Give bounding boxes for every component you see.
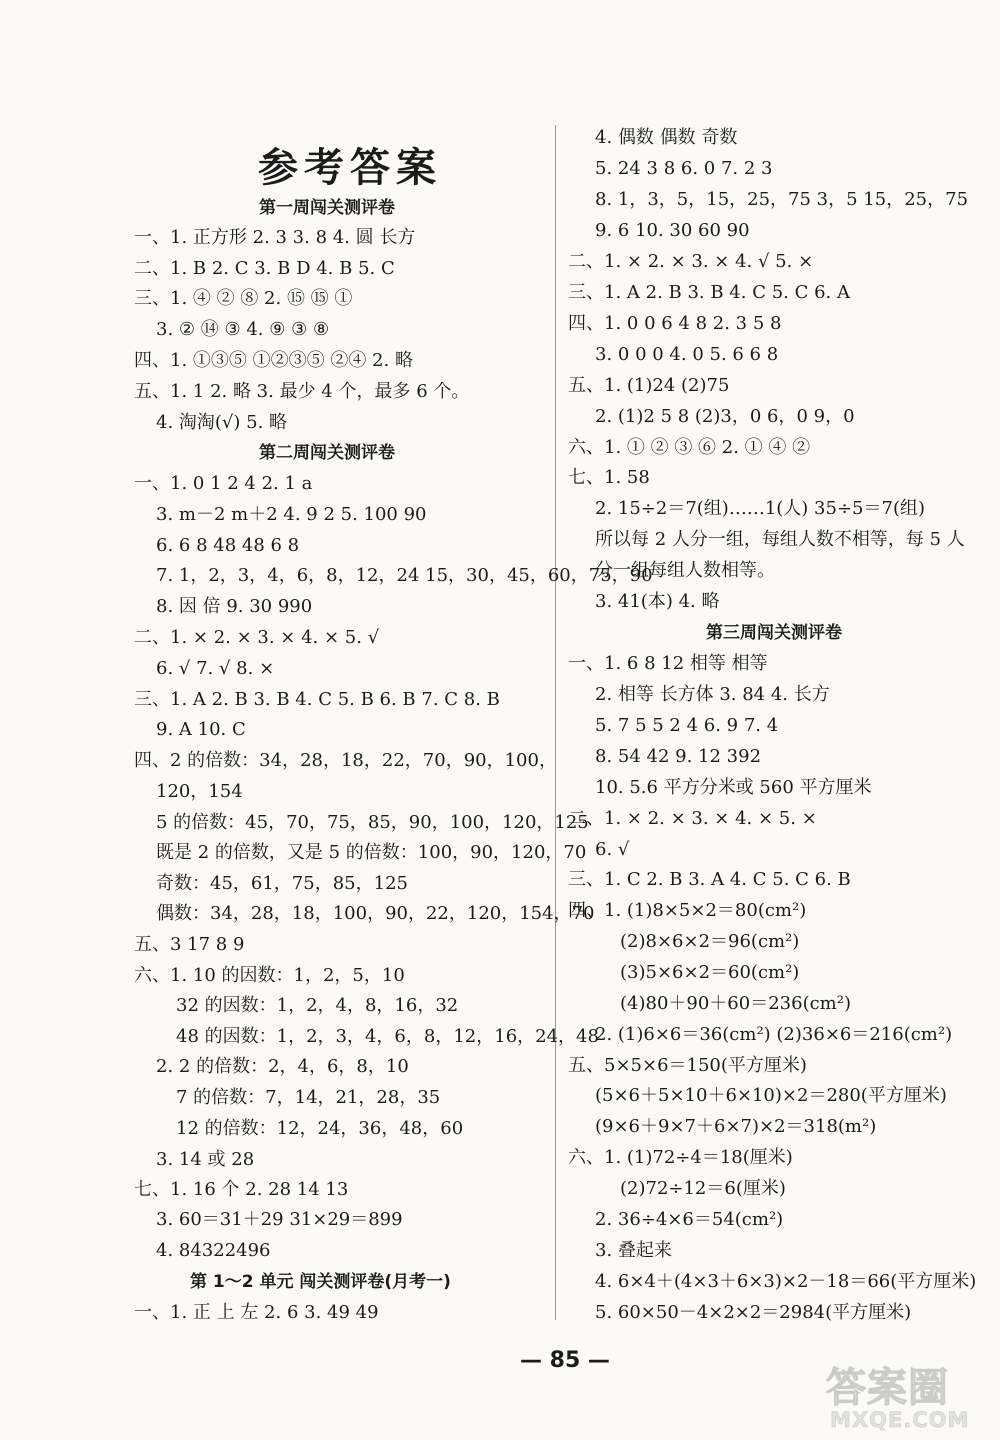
answer-line: 3. 41(本) 4. 略: [595, 591, 720, 612]
answer-line: 五、3 17 8 9: [134, 934, 245, 955]
answer-line: 6. √: [595, 839, 630, 860]
answer-line: 2. 15÷2＝7(组)……1(人) 35÷5＝7(组): [595, 498, 925, 519]
answer-line: 四、1. (1)8×5×2＝80(cm²): [568, 900, 807, 921]
answer-line: (4)80＋90＋60＝236(cm²): [620, 993, 851, 1014]
answer-line: 三、1. A 2. B 3. B 4. C 5. B 6. B 7. C 8. B: [134, 689, 500, 710]
answer-line: 分一组每组人数相等。: [595, 560, 775, 581]
answer-line: 七、1. 58: [568, 467, 650, 488]
answer-line: 2. 36÷4×6＝54(cm²): [595, 1209, 784, 1230]
answer-line: 六、1. (1)72÷4＝18(厘米): [568, 1147, 793, 1168]
answer-line: 奇数：45，61，75，85，125: [156, 873, 408, 894]
column-divider: [555, 125, 556, 1320]
answer-line: 七、1. 16 个 2. 28 14 13: [134, 1179, 349, 1200]
answer-line: 2. (1)6×6＝36(cm²) (2)36×6＝216(cm²): [595, 1024, 953, 1045]
answer-line: 一、1. 正方形 2. 3 3. 8 4. 圆 长方: [134, 227, 416, 248]
answer-line: 五、5×5×6＝150(平方厘米): [568, 1055, 807, 1076]
answer-line: 8. 1，3，5，15，25，75 3，5 15，25，75: [595, 189, 969, 210]
answer-line: 120，154: [156, 781, 243, 802]
answer-line: 6. √ 7. √ 8. ×: [156, 658, 275, 679]
answer-line: 一、1. 正 上 左 2. 6 3. 49 49: [134, 1302, 379, 1323]
answer-line: 三、1. ④ ② ⑧ 2. ⑮ ⑮ ①: [134, 288, 353, 309]
answer-line: 四、1. ①③⑤ ①②③⑤ ②④ 2. 略: [134, 350, 413, 371]
answer-line: 9. 6 10. 30 60 90: [595, 220, 750, 241]
answer-line: 偶数：34，28，18，100，90，22，120，154，70: [156, 903, 595, 924]
section-heading-week3: 第三周闯关测评卷: [706, 623, 842, 643]
answer-line: 4. 6×4＋(4×3＋6×3)×2－18＝66(平方厘米): [595, 1271, 977, 1292]
answer-line: 3. m－2 m＋2 4. 9 2 5. 100 90: [156, 504, 427, 525]
answer-line: 五、1. 1 2. 略 3. 最少 4 个，最多 6 个。: [134, 381, 470, 402]
answer-line: 12 的倍数：12，24，36，48，60: [176, 1118, 464, 1139]
page-number: — 85 —: [520, 1348, 610, 1373]
section-heading-unit1-2: 第 1～2 单元 闯关测评卷(月考一): [190, 1272, 451, 1292]
answer-line: (2)72÷12＝6(厘米): [620, 1178, 786, 1199]
answer-line: 二、1. × 2. × 3. × 4. × 5. √: [134, 627, 380, 648]
answer-line: 所以每 2 人分一组，每组人数不相等，每 5 人: [595, 529, 965, 550]
answer-line: 3. 14 或 28: [156, 1149, 255, 1170]
watermark-url: MXQE.COM: [830, 1408, 970, 1432]
answer-line: (3)5×6×2＝60(cm²): [620, 962, 800, 983]
answer-line: (5×6＋5×10＋6×10)×2＝280(平方厘米): [595, 1085, 947, 1106]
answer-line: 6. 6 8 48 48 6 8: [156, 535, 300, 556]
answer-line: 既是 2 的倍数，又是 5 的倍数：100，90，120，70: [156, 842, 587, 863]
page-title: 参考答案: [258, 144, 442, 191]
answer-line: 3. 0 0 0 4. 0 5. 6 6 8: [595, 344, 779, 365]
answer-line: 四、2 的倍数：34，28，18，22，70，90，100，: [134, 750, 557, 771]
answer-line: 9. A 10. C: [156, 719, 246, 740]
answer-line: 六、1. ① ② ③ ⑥ 2. ① ④ ②: [568, 437, 811, 458]
answer-line: 二、1. × 2. × 3. × 4. × 5. ×: [568, 808, 817, 829]
answer-line: 三、1. C 2. B 3. A 4. C 5. C 6. B: [568, 869, 851, 890]
answer-line: 32 的因数：1，2，4，8，16，32: [176, 995, 459, 1016]
answer-line: 3. ② ⑭ ③ 4. ⑨ ③ ⑧: [156, 319, 330, 340]
section-heading-week1: 第一周闯关测评卷: [259, 198, 395, 218]
answer-line: 三、1. A 2. B 3. B 4. C 5. C 6. A: [568, 282, 850, 303]
answer-line: 四、1. 0 0 6 4 8 2. 3 5 8: [568, 313, 782, 334]
answer-line: 48 的因数：1，2，3，4，6，8，12，16，24，48: [176, 1026, 599, 1047]
answer-line: 4. 淘淘(√) 5. 略: [156, 412, 288, 433]
answer-line: 3. 60＝31＋29 31×29＝899: [156, 1209, 403, 1230]
answer-line: 4. 84322496: [156, 1240, 271, 1261]
answer-line: 7 的倍数：7，14，21，28，35: [176, 1087, 441, 1108]
answer-line: 5. 60×50－4×2×2＝2984(平方厘米): [595, 1302, 912, 1323]
section-heading-week2: 第二周闯关测评卷: [259, 443, 395, 463]
answer-line: 一、1. 6 8 12 相等 相等: [568, 653, 768, 674]
watermark-mark: 答案圈: [826, 1365, 949, 1411]
answer-line: 六、1. 10 的因数：1，2，5，10: [134, 965, 405, 986]
answer-line: 二、1. B 2. C 3. B D 4. B 5. C: [134, 258, 395, 279]
answer-line: 一、1. 0 1 2 4 2. 1 a: [134, 473, 313, 494]
answer-line: 8. 54 42 9. 12 392: [595, 746, 762, 767]
answer-line: 5. 24 3 8 6. 0 7. 2 3: [595, 158, 773, 179]
answer-line: 8. 因 倍 9. 30 990: [156, 596, 313, 617]
answer-line: 7. 1，2，3，4，6，8，12，24 15，30，45，60，75，90: [156, 565, 653, 586]
answer-line: 五、1. (1)24 (2)75: [568, 375, 730, 396]
answer-line: 4. 偶数 偶数 奇数: [595, 127, 738, 148]
answer-line: 二、1. × 2. × 3. × 4. √ 5. ×: [568, 251, 814, 272]
answer-line: 5. 7 5 5 2 4 6. 9 7. 4: [595, 715, 779, 736]
watermark-logo: [826, 1356, 994, 1436]
answer-line: 3. 叠起来: [595, 1240, 672, 1261]
answer-line: 5 的倍数：45，70，75，85，90，100，120，125: [156, 812, 589, 833]
answer-line: 2. (1)2 5 8 (2)3，0 6，0 9，0: [595, 406, 855, 427]
answer-line: 2. 相等 长方体 3. 84 4. 长方: [595, 684, 830, 705]
answer-line: 2. 2 的倍数：2，4，6，8，10: [156, 1056, 409, 1077]
answer-line: (2)8×6×2＝96(cm²): [620, 931, 800, 952]
answer-line: (9×6＋9×7＋6×7)×2＝318(m²): [595, 1116, 877, 1137]
answer-line: 10. 5.6 平方分米或 560 平方厘米: [595, 777, 872, 798]
